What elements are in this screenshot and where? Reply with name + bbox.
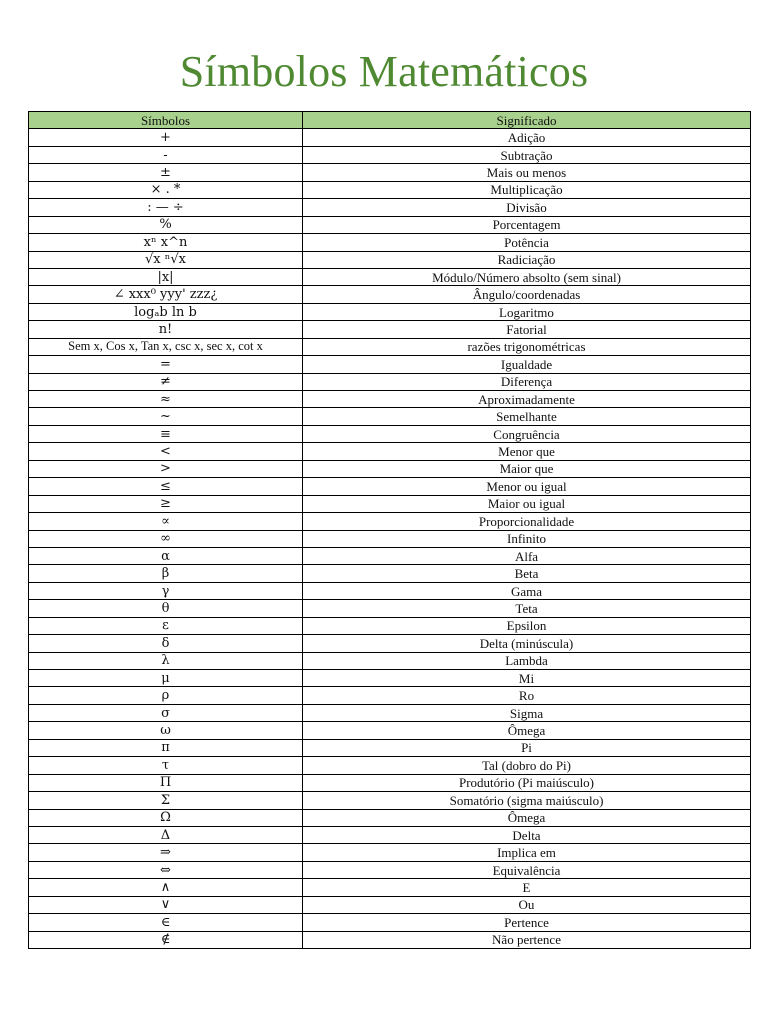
table-row [29,704,751,721]
table-row [29,443,751,460]
symbol-cell: Δ [29,826,303,843]
table-row [29,478,751,495]
meaning-cell: Diferença [303,373,751,390]
meaning-cell: Tal (dobro do Pi) [303,757,751,774]
table-row [29,826,751,843]
page-title: Símbolos Matemáticos [179,47,589,96]
symbol-cell: Σ [29,792,303,809]
table-row [29,338,751,355]
symbol-cell: π [29,739,303,756]
meaning-cell: Delta (minúscula) [303,635,751,652]
column-header-meaning: Significado [303,112,751,129]
symbol-cell: Sem x, Cos x, Tan x, csc x, sec x, cot x [29,338,303,355]
meaning-cell: Delta [303,826,751,843]
symbol-cell: √x ⁿ√x [29,251,303,268]
meaning-cell: Produtório (Pi maiúsculo) [303,774,751,791]
meaning-cell: Proporcionalidade [303,513,751,530]
table-row [29,582,751,599]
symbol-cell: ω [29,722,303,739]
table-row [29,861,751,878]
table-row [29,234,751,251]
symbol-cell: β [29,565,303,582]
meaning-cell: Aproximadamente [303,391,751,408]
symbols-table [28,111,751,949]
meaning-cell: Maior que [303,460,751,477]
symbol-cell: λ [29,652,303,669]
symbol-cell: α [29,547,303,564]
meaning-cell: Divisão [303,199,751,216]
symbol-cell: logₐb ln b [29,303,303,320]
table-row [29,774,751,791]
meaning-cell: Potência [303,234,751,251]
symbol-cell: ∠ xxx⁰ yyy' zzz¿ [29,286,303,303]
table-row [29,321,751,338]
table-row [29,268,751,285]
meaning-cell: Alfa [303,547,751,564]
symbol-cell: ∈ [29,914,303,931]
symbol-cell: ≥ [29,495,303,512]
table-row [29,792,751,809]
meaning-cell: Ângulo/coordenadas [303,286,751,303]
meaning-cell: Equivalência [303,861,751,878]
symbol-cell: × . * [29,181,303,198]
table-row [29,635,751,652]
table-row [29,896,751,913]
symbol-cell: σ [29,704,303,721]
table-row [29,391,751,408]
meaning-cell: Maior ou igual [303,495,751,512]
symbol-cell: θ [29,600,303,617]
symbol-cell: xⁿ x^n [29,234,303,251]
table-row [29,356,751,373]
meaning-cell: Igualdade [303,356,751,373]
table-row [29,931,751,948]
table-row [29,251,751,268]
meaning-cell: Ou [303,896,751,913]
meaning-cell: Teta [303,600,751,617]
table-row [29,757,751,774]
meaning-cell: Infinito [303,530,751,547]
table-row [29,739,751,756]
symbol-cell: ~ [29,408,303,425]
meaning-cell: Menor ou igual [303,478,751,495]
symbol-cell: ≡ [29,425,303,442]
symbol-cell: = [29,356,303,373]
table-row [29,565,751,582]
meaning-cell: Multiplicação [303,181,751,198]
meaning-cell: Semelhante [303,408,751,425]
table-row [29,722,751,739]
symbol-cell: Π [29,774,303,791]
symbol-cell: + [29,129,303,146]
symbol-cell: μ [29,670,303,687]
meaning-cell: Pi [303,739,751,756]
symbol-cell: ≤ [29,478,303,495]
symbol-cell: ∉ [29,931,303,948]
symbol-cell: |x| [29,268,303,285]
table-row [29,164,751,181]
symbol-cell: ε [29,617,303,634]
symbol-cell: > [29,460,303,477]
table-row [29,547,751,564]
symbol-cell: ⇒ [29,844,303,861]
table-row [29,844,751,861]
table-row [29,530,751,547]
meaning-cell: Ômega [303,809,751,826]
meaning-cell: Subtração [303,146,751,163]
table-row [29,617,751,634]
symbol-cell: γ [29,582,303,599]
meaning-cell: Não pertence [303,931,751,948]
symbol-cell: ≠ [29,373,303,390]
table-row [29,199,751,216]
table-row [29,408,751,425]
meaning-cell: Pertence [303,914,751,931]
meaning-cell: Adição [303,129,751,146]
meaning-cell: Módulo/Número absolto (sem sinal) [303,268,751,285]
symbol-cell: ± [29,164,303,181]
meaning-cell: E [303,879,751,896]
table-row [29,303,751,320]
table-row [29,670,751,687]
table-row [29,129,751,146]
meaning-cell: Somatório (sigma maiúsculo) [303,792,751,809]
symbol-cell: ≈ [29,391,303,408]
symbol-cell: ∝ [29,513,303,530]
symbol-cell: % [29,216,303,233]
symbol-cell: τ [29,757,303,774]
table-row [29,460,751,477]
meaning-cell: Radiciação [303,251,751,268]
table-row [29,652,751,669]
meaning-cell: Mi [303,670,751,687]
meaning-cell: Congruência [303,425,751,442]
table-row [29,181,751,198]
table-row [29,216,751,233]
symbol-cell: - [29,146,303,163]
meaning-cell: Lambda [303,652,751,669]
table-row [29,809,751,826]
meaning-cell: Epsilon [303,617,751,634]
symbol-cell: ∨ [29,896,303,913]
table-row [29,513,751,530]
table-body [29,129,751,949]
meaning-cell: Porcentagem [303,216,751,233]
table-row [29,495,751,512]
meaning-cell: Beta [303,565,751,582]
meaning-cell: Implica em [303,844,751,861]
symbol-cell: Ω [29,809,303,826]
table-row [29,600,751,617]
symbol-cell: ∞ [29,530,303,547]
table-header-row [29,112,751,129]
meaning-cell: Menor que [303,443,751,460]
table-row [29,146,751,163]
meaning-cell: Mais ou menos [303,164,751,181]
meaning-cell: Sigma [303,704,751,721]
meaning-cell: Ômega [303,722,751,739]
column-header-symbols: Símbolos [29,112,303,129]
meaning-cell: razões trigonométricas [303,338,751,355]
table-row [29,687,751,704]
meaning-cell: Logaritmo [303,303,751,320]
meaning-cell: Gama [303,582,751,599]
symbol-cell: ⇔ [29,861,303,878]
symbol-cell: δ [29,635,303,652]
symbol-cell: ∧ [29,879,303,896]
symbol-cell: n! [29,321,303,338]
table-row [29,286,751,303]
table-row [29,373,751,390]
meaning-cell: Ro [303,687,751,704]
symbol-cell: : — ÷ [29,199,303,216]
meaning-cell: Fatorial [303,321,751,338]
symbol-cell: ρ [29,687,303,704]
table-row [29,425,751,442]
table-row [29,914,751,931]
symbol-cell: < [29,443,303,460]
table-row [29,879,751,896]
